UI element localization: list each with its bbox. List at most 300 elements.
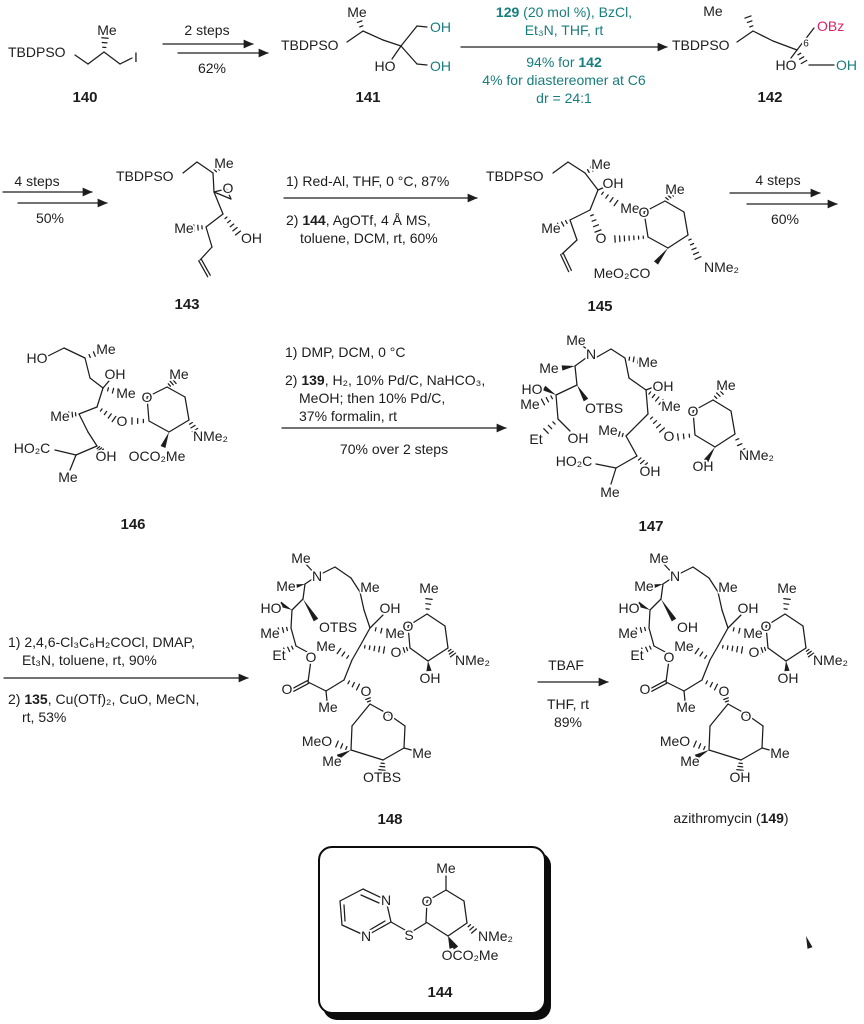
bond <box>169 420 189 432</box>
hash-bond <box>225 217 227 219</box>
wedge-bond <box>806 936 812 949</box>
bond <box>308 682 326 691</box>
atom-label: Me <box>716 377 736 393</box>
bond <box>363 31 383 40</box>
hash-bond <box>448 649 451 651</box>
hash-bond <box>705 656 707 659</box>
bond <box>401 46 417 64</box>
atom-label: Me <box>541 220 561 236</box>
atom-label: Me <box>412 745 432 761</box>
text-segment: 147 <box>638 518 664 535</box>
text-segment: 144 <box>302 212 326 228</box>
atom-label: O <box>639 681 651 697</box>
atom-label: Me <box>638 354 658 370</box>
text-segment: 1) DMP, DCM, 0 °C <box>285 344 406 360</box>
bond <box>149 421 169 432</box>
hash-bond <box>727 646 728 649</box>
atom-label: O <box>748 644 760 660</box>
bond <box>383 40 401 46</box>
wedge-bond <box>562 365 575 370</box>
hash-bond <box>374 646 375 650</box>
bond <box>741 748 762 760</box>
text-segment: 2) <box>8 691 25 707</box>
text-segment: 145 <box>587 298 613 315</box>
hash-bond <box>653 421 656 424</box>
text-segment: MeOH; then 10% Pd/C, <box>299 390 446 406</box>
bond <box>464 901 467 923</box>
atom-label: OH <box>104 366 126 382</box>
atom-label: HO <box>618 600 640 616</box>
bond <box>64 348 85 358</box>
atom-label: Me <box>419 580 439 596</box>
hash-bond <box>112 416 116 421</box>
text-segment: 62% <box>197 60 227 76</box>
bond <box>785 614 803 626</box>
hash-bond <box>694 741 697 747</box>
atom-label: NMe₂ <box>739 447 774 463</box>
text-segment: toluene, DCM, rt, 60% <box>300 230 438 246</box>
text-segment: 139 <box>301 372 325 388</box>
atom-label: N <box>585 346 597 362</box>
hash-bond <box>93 352 95 356</box>
atom-label: OCO₂Me <box>441 947 499 963</box>
text-segment: 129 <box>495 4 520 20</box>
hash-bond <box>347 656 349 659</box>
hash-bond <box>368 701 371 702</box>
atom-label: O <box>390 644 402 660</box>
hash-bond <box>375 628 376 631</box>
hash-bond <box>704 747 705 750</box>
bond <box>55 450 76 455</box>
bond <box>76 446 97 455</box>
atom-label: O <box>421 893 433 909</box>
hash-bond <box>406 647 407 650</box>
bond <box>303 584 305 599</box>
hash-bond <box>104 411 106 414</box>
text-segment: 70% over 2 steps <box>339 441 449 457</box>
bond <box>786 648 806 661</box>
bond <box>370 615 383 628</box>
atom-label: I <box>134 49 138 65</box>
bond <box>597 349 611 357</box>
atom-label: TBDPSO <box>116 168 174 184</box>
atom-label: O <box>663 649 675 665</box>
bond <box>103 381 109 388</box>
bond <box>575 366 577 385</box>
text-segment: 89% <box>553 714 583 730</box>
atom-label: O <box>141 389 153 405</box>
bond <box>649 628 654 646</box>
atom-label: Et <box>272 647 286 663</box>
hash-bond <box>800 57 804 59</box>
hash-bond <box>546 398 548 402</box>
structure-143 <box>116 155 262 277</box>
bond <box>695 435 715 447</box>
bond <box>97 388 103 407</box>
hash-bond <box>695 648 699 653</box>
atom-label: Me <box>96 341 116 357</box>
bond <box>611 468 616 484</box>
structure-140 <box>8 22 138 65</box>
hash-bond <box>715 396 717 398</box>
hash-bond <box>342 652 345 656</box>
hash-bond <box>292 646 293 649</box>
atom-label: N <box>311 568 323 584</box>
text-segment: 2) <box>286 212 303 228</box>
atom-label: OTBS <box>319 619 358 635</box>
bond <box>773 41 797 50</box>
atom-label: Me <box>591 156 611 172</box>
bond <box>428 648 448 661</box>
text-segment: Et₃N, toluene, rt, 90% <box>22 652 157 668</box>
hash-bond <box>645 627 646 630</box>
structure-148 <box>260 550 490 949</box>
hash-bond <box>594 225 599 227</box>
atom-label: NMe₂ <box>193 428 228 444</box>
atom-label: Me <box>316 638 336 654</box>
bond <box>410 648 428 661</box>
hash-bond <box>228 221 231 223</box>
bond <box>611 349 625 358</box>
text-segment: ) <box>783 810 789 826</box>
hash-bond <box>168 384 170 386</box>
bond <box>553 162 568 173</box>
hash-bond <box>602 192 604 194</box>
atom-label: OH <box>379 600 401 616</box>
hash-bond <box>610 198 613 202</box>
hash-bond <box>737 647 738 652</box>
atom-label: Me <box>322 753 342 769</box>
bond <box>710 646 718 660</box>
hash-bond <box>551 396 553 399</box>
hash-bond <box>357 21 362 23</box>
hash-bond <box>426 604 431 605</box>
bond <box>417 26 427 27</box>
hash-bond <box>650 417 652 419</box>
atom-label: OH <box>602 175 624 191</box>
atom-label: HO <box>374 58 396 74</box>
structure-147 <box>520 332 774 500</box>
text-segment: 1) 2,4,6-Cl₃C₆H₂COCl, DMAP, <box>8 634 195 650</box>
atom-label: Me <box>634 578 654 594</box>
bond <box>79 414 88 432</box>
bond <box>360 628 370 646</box>
hash-bond <box>449 651 453 654</box>
atom-label: S <box>404 927 414 943</box>
atom-label: NMe₂ <box>455 652 490 668</box>
atom-label: Me <box>169 366 189 382</box>
bond <box>684 212 688 235</box>
hash-bond <box>706 681 707 684</box>
bond <box>344 905 345 921</box>
bond <box>709 578 718 592</box>
hash-bond <box>710 683 712 687</box>
bond <box>351 726 352 750</box>
hash-bond <box>288 647 290 651</box>
bond <box>340 901 342 925</box>
bond <box>646 390 648 414</box>
bond <box>183 162 197 173</box>
structures <box>8 3 857 963</box>
hash-bond <box>588 170 590 173</box>
text-segment: 141 <box>355 89 381 106</box>
hash-bond <box>633 357 634 362</box>
bond <box>718 628 728 646</box>
bond <box>75 55 88 64</box>
atom-label: Me <box>649 550 669 566</box>
atom-label: OH <box>430 19 451 35</box>
bond <box>401 26 417 46</box>
hash-bond <box>656 397 659 401</box>
hash-bond <box>666 198 668 200</box>
hash-bond <box>638 458 640 460</box>
hash-bond <box>695 257 701 260</box>
atom-label: Me <box>276 578 296 594</box>
atom-label: Me <box>520 396 540 412</box>
hash-bond <box>741 647 742 653</box>
bond <box>391 922 405 930</box>
atom-label: Me <box>661 398 681 414</box>
bond <box>206 214 223 227</box>
atom-label: 6 <box>803 38 809 50</box>
text-segment: 148 <box>377 811 403 828</box>
atom-label: N <box>360 928 372 944</box>
text-segment: , Cu(OTf)₂, CuO, MeCN, <box>47 691 200 707</box>
text-segment: 142 <box>578 54 602 70</box>
atom-label: HO <box>521 381 543 397</box>
hash-bond <box>690 243 693 244</box>
hash-bond <box>352 683 354 687</box>
atom-label: Me <box>360 579 380 595</box>
text-segment: 60% <box>770 211 800 227</box>
bond <box>731 411 735 434</box>
bond <box>448 923 467 936</box>
atom-label: OH <box>567 430 589 446</box>
atom-label: Me <box>539 360 559 376</box>
bond <box>185 397 189 420</box>
atom-label: O <box>687 403 699 419</box>
atom-label: MeO <box>659 733 691 749</box>
atom-label: O <box>305 649 317 665</box>
bond <box>200 247 212 260</box>
hash-bond <box>233 228 237 231</box>
hash-bond <box>566 221 568 224</box>
bond <box>710 704 728 726</box>
atom-label: HO <box>775 57 797 73</box>
hash-bond <box>337 648 341 653</box>
structure-142 <box>672 3 857 73</box>
atom-label: Me <box>116 385 136 401</box>
hash-bond <box>282 628 283 633</box>
hash-bond <box>553 422 555 424</box>
hash-bond <box>190 423 193 425</box>
hash-bond <box>622 433 623 436</box>
atom-label: OH <box>639 463 661 479</box>
bond <box>568 162 585 173</box>
atom-label: Me <box>676 699 696 715</box>
bond <box>335 567 351 578</box>
hash-bond <box>700 652 703 656</box>
bond <box>768 648 786 661</box>
hash-bond <box>336 741 339 747</box>
bond <box>352 704 370 726</box>
hash-bond <box>699 744 701 748</box>
hash-bond <box>89 355 90 358</box>
text-segment: 142 <box>757 89 783 106</box>
atom-label: O <box>595 230 607 246</box>
atom-label: Me <box>703 3 723 19</box>
text-segment: azithromycin ( <box>673 810 761 826</box>
structure-149 <box>618 550 848 949</box>
text-segment: dr = 24:1 <box>536 90 592 106</box>
bond <box>570 210 590 220</box>
hash-bond <box>732 646 733 650</box>
hash-bond <box>348 681 349 684</box>
text-segment: 4 steps <box>14 173 60 189</box>
atom-label: Me <box>436 860 456 876</box>
text-segment: 4 steps <box>755 172 801 188</box>
hash-bond <box>715 684 718 690</box>
hash-bond <box>733 628 734 631</box>
bond <box>361 895 379 903</box>
atom-label: OCO₂Me <box>128 448 186 464</box>
hash-bond <box>692 248 696 250</box>
hash-bond <box>381 628 382 633</box>
hash-bond <box>548 425 551 428</box>
bond <box>575 358 586 366</box>
atom-label: Me <box>291 550 311 566</box>
atom-label: OH <box>95 448 117 464</box>
structure-141 <box>281 4 451 74</box>
hash-bond <box>108 388 109 391</box>
bond <box>120 58 132 64</box>
bond <box>737 31 753 42</box>
hash-bond <box>737 444 741 446</box>
hash-bond <box>657 424 661 427</box>
bond <box>585 173 598 190</box>
bond <box>753 31 773 41</box>
atom-label: NMe₂ <box>478 928 513 944</box>
hash-bond <box>360 26 363 27</box>
bond <box>90 378 103 388</box>
bond <box>684 680 702 691</box>
text-segment: 2) <box>285 372 302 388</box>
hash-bond <box>592 220 596 221</box>
hash-bond <box>736 439 739 440</box>
hash-bond <box>652 394 654 397</box>
text-segment: 149 <box>760 810 784 826</box>
hash-bond <box>678 434 679 440</box>
atom-label: OH <box>430 58 451 74</box>
bond <box>693 567 709 578</box>
bond <box>344 660 352 680</box>
atom-label: OTBS <box>585 400 624 416</box>
bond <box>722 610 728 628</box>
hash-bond <box>784 604 789 605</box>
atom-label: HO <box>260 600 282 616</box>
hash-bond <box>784 599 790 600</box>
wedge-bond <box>303 599 318 621</box>
hash-bond <box>341 744 343 748</box>
atom-label: Me <box>58 469 78 485</box>
atom-label: Me <box>777 580 797 596</box>
atom-label: Me <box>385 625 405 641</box>
atom-label: O <box>116 413 128 429</box>
hash-bond <box>472 929 477 933</box>
bond <box>88 52 104 64</box>
atom-label: N <box>669 568 681 584</box>
atom-label: OH <box>777 670 799 686</box>
bond <box>167 387 185 397</box>
text-segment: , AgOTf, 4 Å MS, <box>325 212 431 228</box>
atom-label: NMe₂ <box>704 259 739 275</box>
atom-label: Me <box>674 638 694 654</box>
wedge-bond <box>577 385 588 401</box>
atom-label: N <box>380 892 392 908</box>
atom-label: Me <box>260 625 280 641</box>
bond <box>352 646 360 660</box>
bond <box>702 660 710 680</box>
text-segment: 2 steps <box>184 22 230 38</box>
text-segment: 144 <box>427 984 453 1001</box>
atom-label: O <box>382 708 394 724</box>
atom-label: OH <box>241 230 262 246</box>
atom-label: Me <box>97 22 117 38</box>
bond <box>347 31 363 42</box>
bond <box>417 64 427 65</box>
hash-bond <box>798 53 801 55</box>
text-segment: (20 mol %), BzCl, <box>519 4 633 20</box>
atom-label: OH <box>836 57 857 73</box>
bond <box>340 889 363 901</box>
atom-label: MeO₂CO <box>593 265 651 281</box>
bond <box>713 400 731 411</box>
bond <box>665 201 684 212</box>
hash-bond <box>745 16 751 18</box>
bond <box>570 220 577 240</box>
hash-bond <box>640 628 641 633</box>
bond <box>104 52 120 64</box>
bond <box>596 464 616 468</box>
hash-bond <box>194 225 195 231</box>
bond <box>426 922 448 936</box>
hash-bond <box>646 647 648 651</box>
atom-label: O <box>638 204 650 220</box>
text-segment: TBAF <box>548 657 584 673</box>
bond <box>666 682 684 691</box>
atom-label: HO₂C <box>555 453 593 469</box>
bond <box>88 432 97 446</box>
bond <box>291 610 292 628</box>
bond <box>626 414 648 436</box>
bond <box>616 456 637 468</box>
atom-label: OH <box>692 458 714 474</box>
hash-bond <box>403 648 405 653</box>
hash-bond <box>470 927 474 930</box>
bond <box>709 726 710 750</box>
hash-bond <box>379 647 380 652</box>
hash-bond <box>468 925 470 927</box>
bond <box>562 240 577 254</box>
bond <box>197 162 213 173</box>
hash-bond <box>383 647 384 653</box>
bond <box>404 726 405 748</box>
hash-bond <box>541 399 544 405</box>
wedge-bond <box>543 386 556 395</box>
bond <box>626 436 637 456</box>
hash-bond <box>683 434 684 439</box>
hash-bond <box>689 239 691 240</box>
